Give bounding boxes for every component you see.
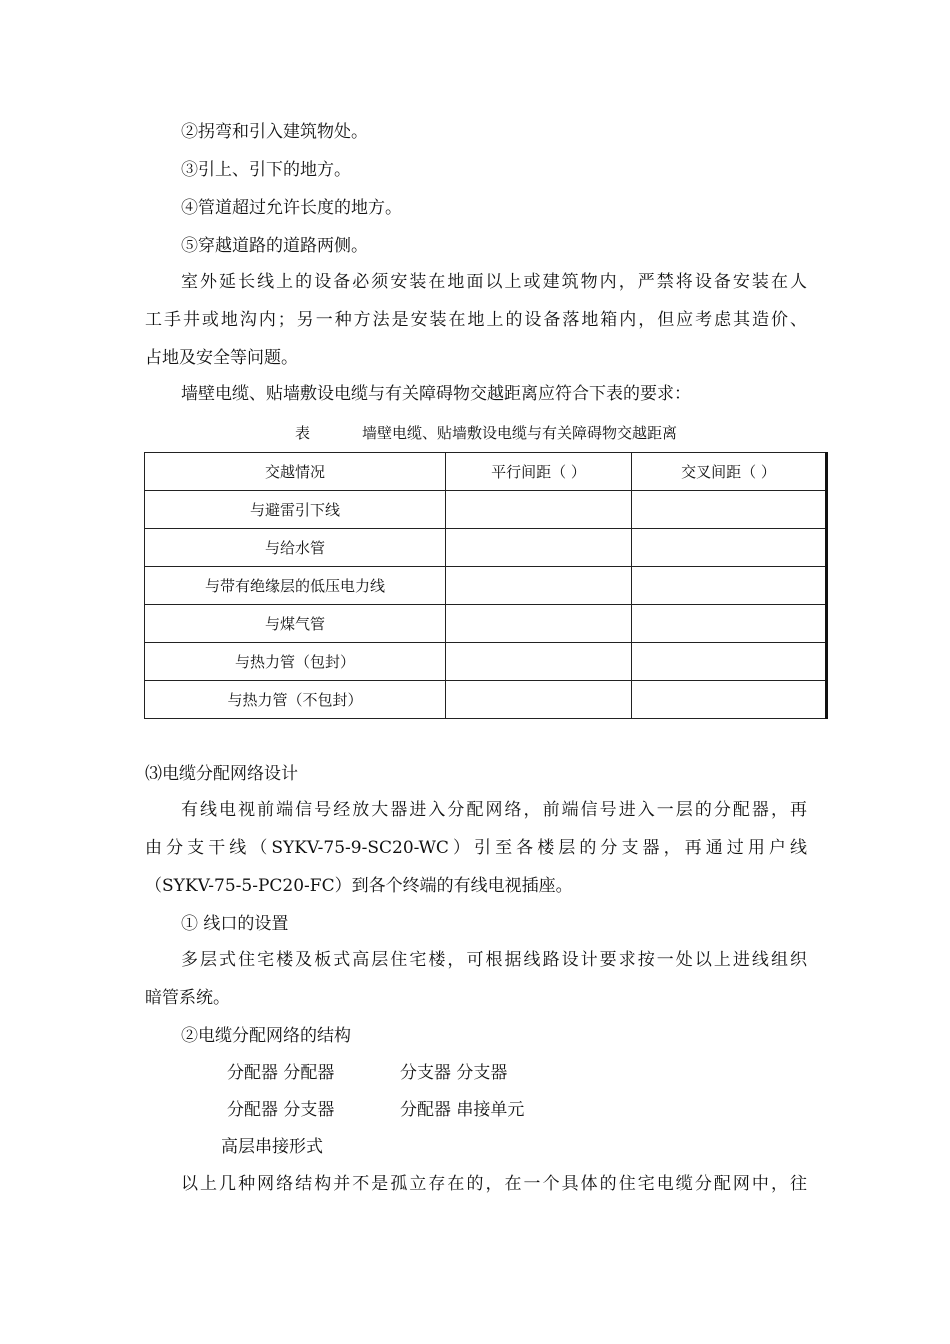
table-row: [145, 605, 827, 643]
table-caption-label: 表: [295, 424, 311, 442]
subheading: ②电缆分配网络的结构: [181, 1026, 351, 1046]
table-cell: [632, 529, 827, 567]
table-cell: 与煤气管: [145, 605, 446, 643]
table-cell: [446, 567, 632, 605]
table-row: [145, 567, 827, 605]
table-header-row: [145, 453, 827, 491]
structure-item: 分配器 分支器: [227, 1100, 335, 1120]
list-item: ④管道超过允许长度的地方。: [181, 198, 402, 218]
list-item: ②拐弯和引入建筑物处。: [181, 122, 368, 142]
header-cell: 平行间距（ ）: [446, 453, 632, 491]
table-cell: [632, 681, 827, 719]
paragraph-line: 室外延长线上的设备必须安装在地面以上或建筑物内，严禁将设备安装在人: [181, 272, 807, 292]
structure-item: 分支器 分支器: [400, 1063, 508, 1083]
table-cell: [632, 491, 827, 529]
paragraph-line: （SYKV-75-5-PC20-FC）到各个终端的有线电视插座。: [145, 876, 573, 896]
structure-item: 分配器 分配器: [227, 1063, 335, 1083]
table-cell: [446, 681, 632, 719]
paragraph-line: 多层式住宅楼及板式高层住宅楼，可根据线路设计要求按一处以上进线组织: [181, 950, 807, 970]
paragraph-line: 有线电视前端信号经放大器进入分配网络，前端信号进入一层的分配器，再: [181, 800, 807, 820]
header-cell: 交越情况: [145, 453, 446, 491]
table-cell: 与避雷引下线: [145, 491, 446, 529]
table-cell: 与带有绝缘层的低压电力线: [145, 567, 446, 605]
paragraph-line: 工手井或地沟内；另一种方法是安装在地上的设备落地箱内，但应考虑其造价、: [145, 310, 807, 330]
table-cell: [632, 605, 827, 643]
table-cell: [446, 605, 632, 643]
paragraph-line: 由分支干线（SYKV-75-9-SC20-WC）引至各楼层的分支器，再通过用户线: [145, 838, 807, 858]
table-cell: 与给水管: [145, 529, 446, 567]
structure-item: 高层串接形式: [221, 1137, 323, 1157]
table-cell: [446, 491, 632, 529]
structure-item: 分配器 串接单元: [400, 1100, 525, 1120]
table-row: [145, 643, 827, 681]
table-cell: 与热力管（不包封）: [145, 681, 446, 719]
subheading: ① 线口的设置: [181, 914, 289, 934]
table-cell: [446, 529, 632, 567]
paragraph-line: 暗管系统。: [145, 988, 230, 1008]
table-row: [145, 681, 827, 719]
table-row: [145, 529, 827, 567]
header-cell: 交叉间距（ ）: [632, 453, 827, 491]
crossing-distance-table: [144, 452, 828, 719]
table-cell: [632, 643, 827, 681]
list-item: ③引上、引下的地方。: [181, 160, 351, 180]
paragraph-line: 墙壁电缆、贴墙敷设电缆与有关障碍物交越距离应符合下表的要求：: [181, 384, 691, 404]
table-row: [145, 491, 827, 529]
table-caption-title: 墙壁电缆、贴墙敷设电缆与有关障碍物交越距离: [362, 424, 678, 442]
table-cell: [632, 567, 827, 605]
paragraph-line: 占地及安全等问题。: [145, 348, 298, 368]
paragraph-line: 以上几种网络结构并不是孤立存在的，在一个具体的住宅电缆分配网中，往: [181, 1174, 807, 1194]
list-item: ⑤穿越道路的道路两侧。: [181, 236, 368, 256]
table-cell: [446, 643, 632, 681]
table-cell: 与热力管（包封）: [145, 643, 446, 681]
section-heading: ⑶电缆分配网络设计: [145, 764, 298, 784]
